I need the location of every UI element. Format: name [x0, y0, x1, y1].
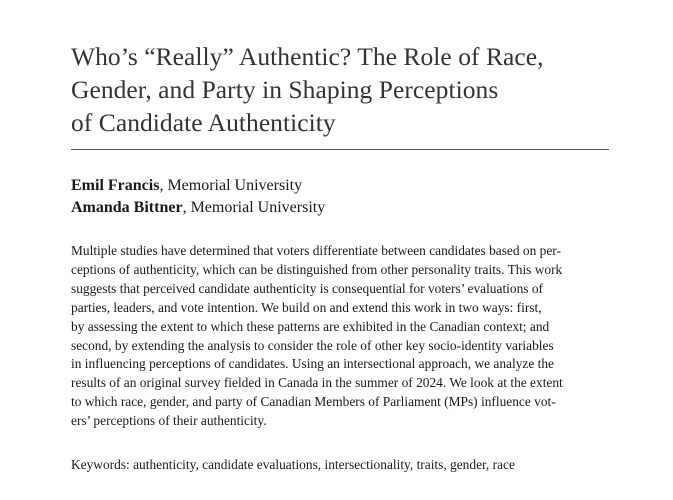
- author-entry: [71, 175, 325, 197]
- abstract-line: Multiple studies have determined that voters differentiate between candidates based on per-: [71, 243, 561, 258]
- paper-title: [71, 40, 631, 139]
- abstract-line: to which race, gender, and party of Canadian Members of Parliament (MPs) influence vot-: [71, 394, 556, 410]
- title-line: Who’s “Really” Authentic? The Role of Race,: [71, 42, 544, 71]
- abstract-line: by assessing the extent to which these patterns are exhibited in the Canadian context; and: [71, 318, 550, 334]
- abstract-line: second, by extending the analysis to consider the role of other key socio-identity variables: [71, 337, 554, 353]
- title-line: of Candidate Authenticity: [71, 108, 336, 137]
- abstract-line: parties, leaders, and vote intention. We build on and extend this work in two ways: first,: [71, 299, 542, 315]
- abstract-line: ceptions of authenticity, which can be distinguished from other personality traits. This work: [71, 261, 563, 277]
- author-list: [71, 175, 325, 219]
- abstract-line: results of an original survey fielded in Canada in the summer of 2024. We look at the extent: [71, 375, 563, 391]
- abstract: [71, 242, 609, 431]
- author-affiliation: , Memorial University: [159, 177, 303, 194]
- title-line: Gender, and Party in Shaping Perceptions: [71, 75, 499, 104]
- title-divider: [71, 149, 609, 150]
- author-name: Emil Francis: [71, 177, 160, 194]
- author-name: Amanda Bittner: [71, 199, 183, 216]
- author-affiliation: , Memorial University: [182, 199, 326, 216]
- abstract-line: ers’ perceptions of their authenticity.: [71, 413, 267, 429]
- abstract-line: in influencing perceptions of candidates. Using an intersectional approach, we analyze the: [71, 356, 554, 372]
- abstract-line: suggests that perceived candidate authenticity is consequential for voters’ evaluations of: [71, 280, 543, 296]
- author-entry: [71, 197, 325, 219]
- keywords: Keywords: authenticity, candidate evaluations, intersectionality, traits, gender, race: [71, 457, 515, 472]
